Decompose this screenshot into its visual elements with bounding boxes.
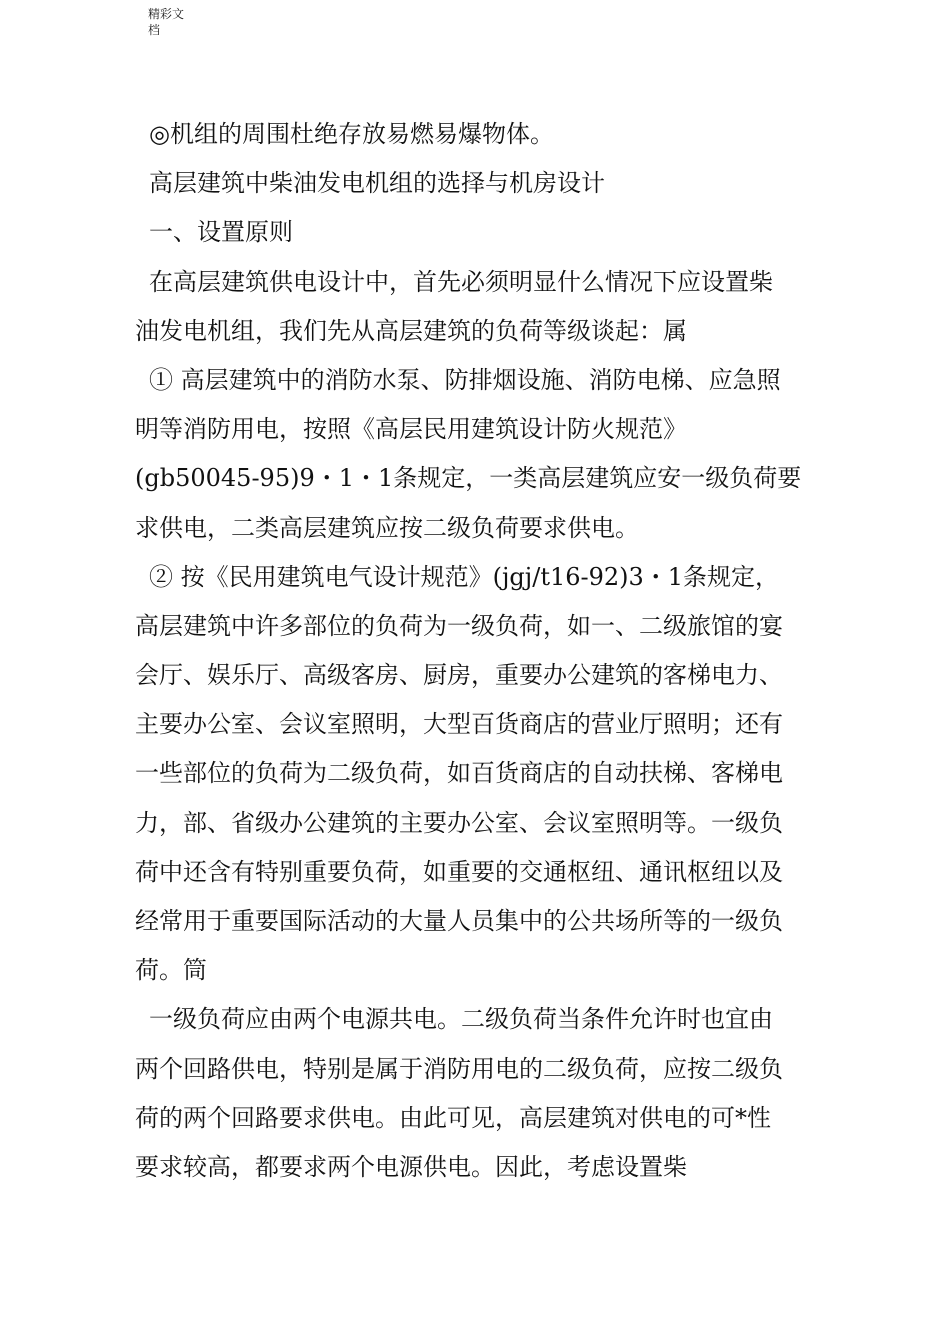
text-line: 主要办公室、会议室照明，大型百货商店的营业厅照明；还有 [135, 710, 783, 739]
text-line: (gb50045-95)9・1・1条规定，一类高层建筑应安一级负荷要 [135, 464, 802, 493]
text-line: 要求较高，都要求两个电源供电。因此，考虑设置柴 [135, 1152, 687, 1181]
text-line: 在高层建筑供电设计中，首先必须明显什么情况下应设置柴 [149, 267, 773, 296]
text-line: 力，部、省级办公建筑的主要办公室、会议室照明等。一级负 [135, 808, 783, 837]
text-line: ◎机组的周围杜绝存放易燃易爆物体。 [149, 120, 554, 148]
header-label-line-2: 档 [148, 23, 161, 37]
text-line: 求供电，二类高层建筑应按二级负荷要求供电。 [135, 513, 639, 542]
header-label-line-1: 精彩文 [148, 7, 185, 21]
text-line: 明等消防用电，按照《高层民用建筑设计防火规范》 [135, 415, 687, 444]
section-title: 高层建筑中柴油发电机组的选择与机房设计 [149, 169, 605, 198]
text-line: 一些部位的负荷为二级负荷，如百货商店的自动扶梯、客梯电 [135, 759, 783, 788]
text-line: 荷的两个回路要求供电。由此可见，高层建筑对供电的可*性 [135, 1103, 771, 1132]
page-header-label [148, 6, 208, 38]
document-body [135, 110, 835, 1192]
text-line: 一级负荷应由两个电源共电。二级负荷当条件允许时也宜由 [149, 1005, 773, 1034]
text-line: 荷中还含有特别重要负荷，如重要的交通枢纽、通讯枢纽以及 [135, 857, 783, 886]
text-line: 两个回路供电，特别是属于消防用电的二级负荷，应按二级负 [135, 1054, 783, 1083]
text-line: 荷。筒 [135, 956, 207, 985]
text-line: ① 高层建筑中的消防水泵、防排烟设施、消防电梯、应急照 [149, 365, 781, 394]
text-line: 油发电机组，我们先从高层建筑的负荷等级谈起：属 [135, 316, 687, 345]
text-line: 会厅、娱乐厅、高级客房、厨房，重要办公建筑的客梯电力、 [135, 661, 783, 690]
section-heading: 一、设置原则 [149, 218, 293, 247]
text-line: 高层建筑中许多部位的负荷为一级负荷，如一、二级旅馆的宴 [135, 611, 783, 640]
text-line: ② 按《民用建筑电气设计规范》(jgj/t16-92)3・1条规定， [149, 562, 780, 591]
text-line: 经常用于重要国际活动的大量人员集中的公共场所等的一级负 [135, 907, 783, 935]
